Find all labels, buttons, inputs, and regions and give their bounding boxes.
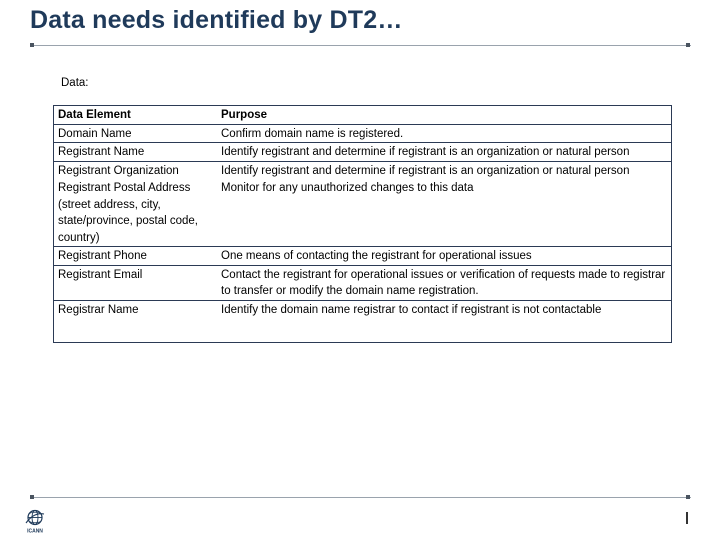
data-caption: Data: (61, 77, 89, 89)
table-row (53, 300, 672, 318)
table-header-row (53, 106, 672, 125)
cell-element: Registrant Name (53, 143, 216, 162)
logo-wordmark: ICANN (27, 528, 43, 534)
embedded-data-table-image (48, 72, 672, 346)
icann-logo (22, 508, 48, 534)
cell-element: Registrar Name (53, 300, 216, 318)
cell-purpose: Contact the registrant for operational issues or verification of requests made to registrar to transfer or modify the domain name registration. (216, 265, 672, 300)
cell-element: Domain Name (53, 124, 216, 143)
cell-purpose: One means of contacting the registrant for operational issues (216, 247, 672, 266)
cell-purpose: Identify the domain name registrar to contact if registrant is not contactable (216, 300, 672, 318)
cell-element: Registrant Phone (53, 247, 216, 266)
cell-element: Registrant Postal Address (street address, city, state/province, postal code, country) (58, 182, 198, 244)
header-purpose: Purpose (216, 106, 672, 125)
table-row (53, 161, 672, 179)
slide-title: Data needs identified by DT2… (30, 6, 403, 34)
cell-purpose: Monitor for any unauthorized changes to this data (221, 182, 474, 194)
cell-element: Registrant Email (53, 265, 216, 300)
title-rule-right-dot (686, 43, 690, 47)
cell-element: Registrant Organization (53, 161, 216, 179)
cell-purpose: Identify registrant and determine if registrant is an organization or natural person (216, 161, 672, 179)
icann-globe-icon (22, 508, 48, 534)
table-row (53, 179, 672, 247)
table-row (53, 124, 672, 143)
cell-purpose: Confirm domain name is registered. (216, 124, 672, 143)
footer-rule (31, 497, 691, 498)
table-row (53, 265, 672, 300)
footer-rule-left-dot (30, 495, 34, 499)
title-rule-left-dot (30, 43, 34, 47)
page-number-marker (686, 512, 688, 524)
table-row (53, 143, 672, 162)
header-data-element: Data Element (53, 106, 216, 125)
footer-rule-right-dot (686, 495, 690, 499)
title-underline (31, 45, 691, 46)
cell-purpose: Identify registrant and determine if registrant is an organization or natural person (216, 143, 672, 162)
data-elements-table (53, 105, 672, 318)
table-row (53, 247, 672, 266)
